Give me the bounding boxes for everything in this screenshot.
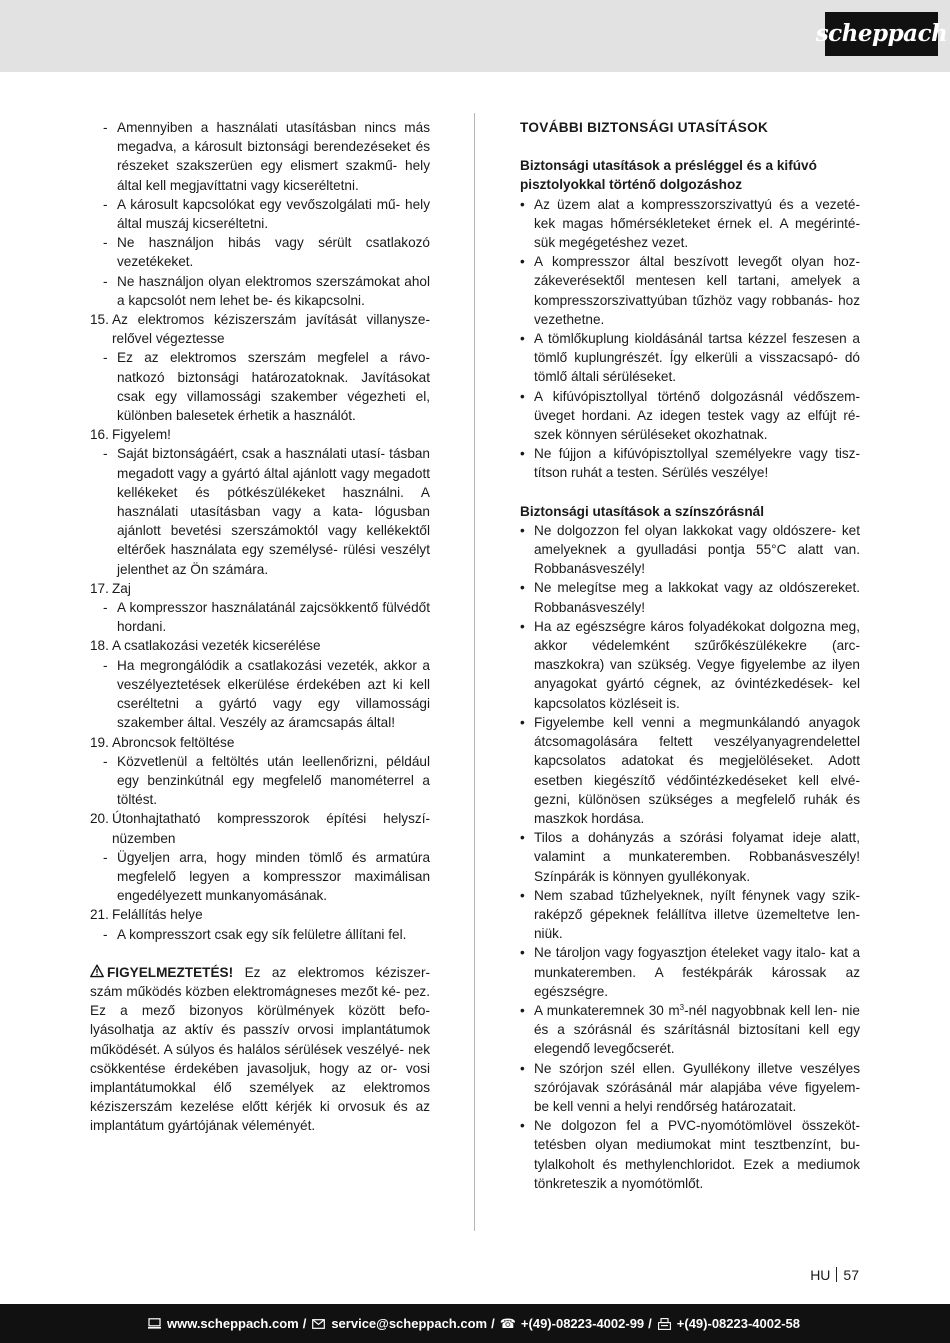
bullet-item: • A munkateremnek 30 $m^3$-nél nagyobbnak kell len- nie és a szórásnál és szárításnál biztosítani kell egy elegendő levegőcserét. <box>520 1002 860 1057</box>
computer-icon <box>148 1318 161 1329</box>
bullet-item: • Az üzem alat a kompresszorszivattyú és a vezeté- kek magas hőmérsékleteket érnek el. A megérinté- sük megégetéshez vezet. <box>520 196 860 251</box>
warning-text: Ez az elektromos kéziszer- szám működés közben elektromágneses mezőt ké- pez. Ez a mező bizonyos körülmények között befo- lyásolhatja az aktív és passzív orvosi implantátumok működését. A súlyos és halálos sérülések veszélyé- nek csökkentése érdekében javasoljuk, hogy az or- vosi implantátumokkal élő személyek az elektromos kéziszerszám kezelése előtt kérjék ki orvosuk és az implantátum gyártójának véleményét. <box>90 964 430 1134</box>
page-separator <box>836 1267 837 1282</box>
bullet-item: • Ne szórjon szél ellen. Gyullékony illetve veszélyes szórójavak szórásánál már alapjába véve figyelem- be kell venni a helyi rendőrség határozatait. <box>520 1060 860 1114</box>
bullet-item: • Ne fújjon a kifúvópisztollyal személyekre vagy tisz- títson ruhát a testen. Sérülés veszélye! <box>520 446 860 481</box>
bullet-item: • A kifúvópisztollyal történő dolgozásnál védőszem- üveget hordani. Az idegen testek vagy az elfújt ré- szek könnyen sérüléseket okozhatnak. <box>520 388 860 443</box>
fax-icon <box>658 1318 671 1330</box>
list-item: - Ne használjon olyan elektromos szerszámokat ahol a kapcsolót nem lehet be- és kikapcsolni. <box>103 273 430 308</box>
footer-separator: / <box>648 1315 652 1331</box>
numbered-item: 18. A csatlakozási vezeték kicserélése <box>90 638 321 654</box>
list-item: - Ne használjon hibás vagy sérült csatlakozó vezetékeket. <box>103 235 430 270</box>
bullet-item: • Figyelembe kell venni a megmunkálandó anyagok átcsomagolására feltett veszélyanyagrendelettel kapcsolatos adatokat és megjelöléseket. Adott esetben kiegészítő védőintézkedéseket kell elvé- gezni, különösen szükséges a megfelelő ruhák és maszkok hordása. <box>520 714 860 826</box>
page-number-value: 57 <box>843 1267 859 1283</box>
footer-separator: / <box>491 1315 495 1331</box>
list-item: - Ügyeljen arra, hogy minden tömlő és armatúra megfelelő legyen a kompresszor maximálisan engedélyezett munkanyomásának. <box>103 849 430 904</box>
numbered-item: 19. Abroncsok feltöltése <box>90 734 235 750</box>
warning-triangle-icon <box>90 964 104 978</box>
footer-email[interactable]: service@scheppach.com <box>331 1315 488 1331</box>
list-item: - A kompresszor használatánál zajcsökkentő fülvédőt hordani. <box>103 600 430 635</box>
numbered-item: 15. Az elektromos kéziszerszám javítását villanysze- relővel végeztesse <box>90 312 430 347</box>
phone-icon: ☎ <box>499 1315 516 1331</box>
bullet-item: • Tilos a dohányzás a szórási folyamat ideje alatt, valamint a munkateremben. Robbanásveszély! Színpárák is könnyen gyullékonyak. <box>520 830 860 884</box>
page-number <box>810 1266 859 1285</box>
subsection-title: Biztonsági utasítások a színszórásnál <box>520 503 765 519</box>
list-item: - A kompresszort csak egy sík felületre állítani fel. <box>103 926 407 942</box>
bullet-item: • Nem szabad tűzhelyeknek, nyílt fénynek vagy szik- raképző gépeknek felállítva illetve üzemeltetve len- niük. <box>520 887 860 942</box>
bullet-item: • A kompresszor által beszívott levegőt olyan hoz- zákeverésektől mentesen kell tartani, amelyek a kompresszorszivattyúban tűzhöz vagy robbanás- hoz vezethetne. <box>520 254 860 327</box>
warning-label: FIGYELMEZTETÉS! <box>107 964 234 980</box>
list-item: - Amennyiben a használati utasításban nincs más megadva, a károsult biztonsági berendezéseket és részeket szakszerüen egy elismert szakmű- hely által kell megjavíttatni vagy kicseréltetni. <box>103 120 430 193</box>
column-divider <box>474 113 475 1231</box>
numbered-item: 17. Zaj <box>90 580 131 596</box>
subsection-title: Biztonsági utasítások a présléggel és a kifúvó pisztolyokkal történő dolgozáshoz <box>520 158 817 193</box>
warning-paragraph <box>90 963 430 1136</box>
header-bar <box>0 0 950 72</box>
list-item: - Saját biztonságáért, csak a használati utasí- tásban megadott vagy a gyártó által ajánlott vagy megadott kellékeket és pótkészülékeket használni. A használati utasításban vagy a kata- lógusban ajánlott bevetési szerszámoktól vagy kellékektől eltérőek használata egy személysé- rülési veszélyt jelenthet az Ön számára. <box>103 446 430 577</box>
right-column <box>520 118 860 1193</box>
footer-phone: +(49)-08223-4002-99 <box>520 1315 645 1331</box>
list-item: - A károsult kapcsolókat egy vevőszolgálati mű- hely által muszáj kicseréltetni. <box>103 196 430 232</box>
bullet-item: • Ne tároljon vagy fogyasztjon ételeket vagy italo- kat a munkateremben. A festékpárák károssak az egészségre. <box>520 945 860 999</box>
footer-separator: / <box>302 1315 307 1331</box>
numbered-item: 20. Útonhajtatható kompresszorok építési helyszí- nüzemben <box>90 811 430 846</box>
language-code: HU <box>810 1267 831 1283</box>
footer-website[interactable]: www.scheppach.com <box>166 1315 299 1331</box>
numbered-item: 21. Felállítás helye <box>90 907 203 923</box>
footer-fax: +(49)-08223-4002-58 <box>676 1315 801 1331</box>
scheppach-logo: scheppach <box>825 12 938 56</box>
bullet-item: • Ne melegítse meg a lakkokat vagy az oldószereket. Robbanásveszély! <box>520 580 860 615</box>
list-item: - Ha megrongálódik a csatlakozási vezeték, akkor a veszélyeztetések elkerülése érdekében azt ki kell cseréltetni a gyártó vagy egy villamossági szakember által. Veszély az áramcsapás által! <box>103 657 430 731</box>
numbered-item: 16. Figyelem! <box>90 427 171 443</box>
footer-bar <box>0 1304 950 1343</box>
section-heading: TOVÁBBI BIZTONSÁGI UTASÍTÁSOK <box>520 120 769 135</box>
mail-icon <box>312 1319 325 1329</box>
left-column <box>90 118 430 1136</box>
bullet-item: • Ne dolgozon fel a PVC-nyomótömlövel összeköt- tetésben olyan mediumokat mint tesztbenzínt, bu- tylalkoholt és methylenchloridot. Ezek a mediumok tönkreteszik a nyomótömlőt. <box>520 1118 860 1191</box>
list-item: - Ez az elektromos szerszám megfelel a rávo- natkozó biztonsági határozatoknak. Javításokat csak egy villamossági szakember végezheti el, különben balesetek érhetik a használót. <box>103 350 430 424</box>
bullet-item: • A tömlőkuplung kioldásánál tartsa kézzel feszesen a tömlő kuplungrészét. Így elkerüli a visszacsapó- dó tömlő általi sérüléseket. <box>520 331 860 385</box>
bullet-item: • Ha az egészségre káros folyadékokat dolgozna meg, akkor védelemként szűrőkészülékekre (arc- maszkokra) van szükség. Vegye figyelembe az ilyen anyagokat gyártó cégnek, az óvintézkedések- kel kapcsolatos közléseit is. <box>520 618 860 711</box>
list-item: - Közvetlenül a feltöltés után leellenőrizni, például egy benzinkútnál egy megfelelő manométerrel a töltést. <box>103 753 430 808</box>
bullet-item: • Ne dolgozzon fel olyan lakkokat vagy oldószere- ket amelyeknek a gyulladási pontja 55°C alatt van. Robbanásveszély! <box>520 522 860 577</box>
